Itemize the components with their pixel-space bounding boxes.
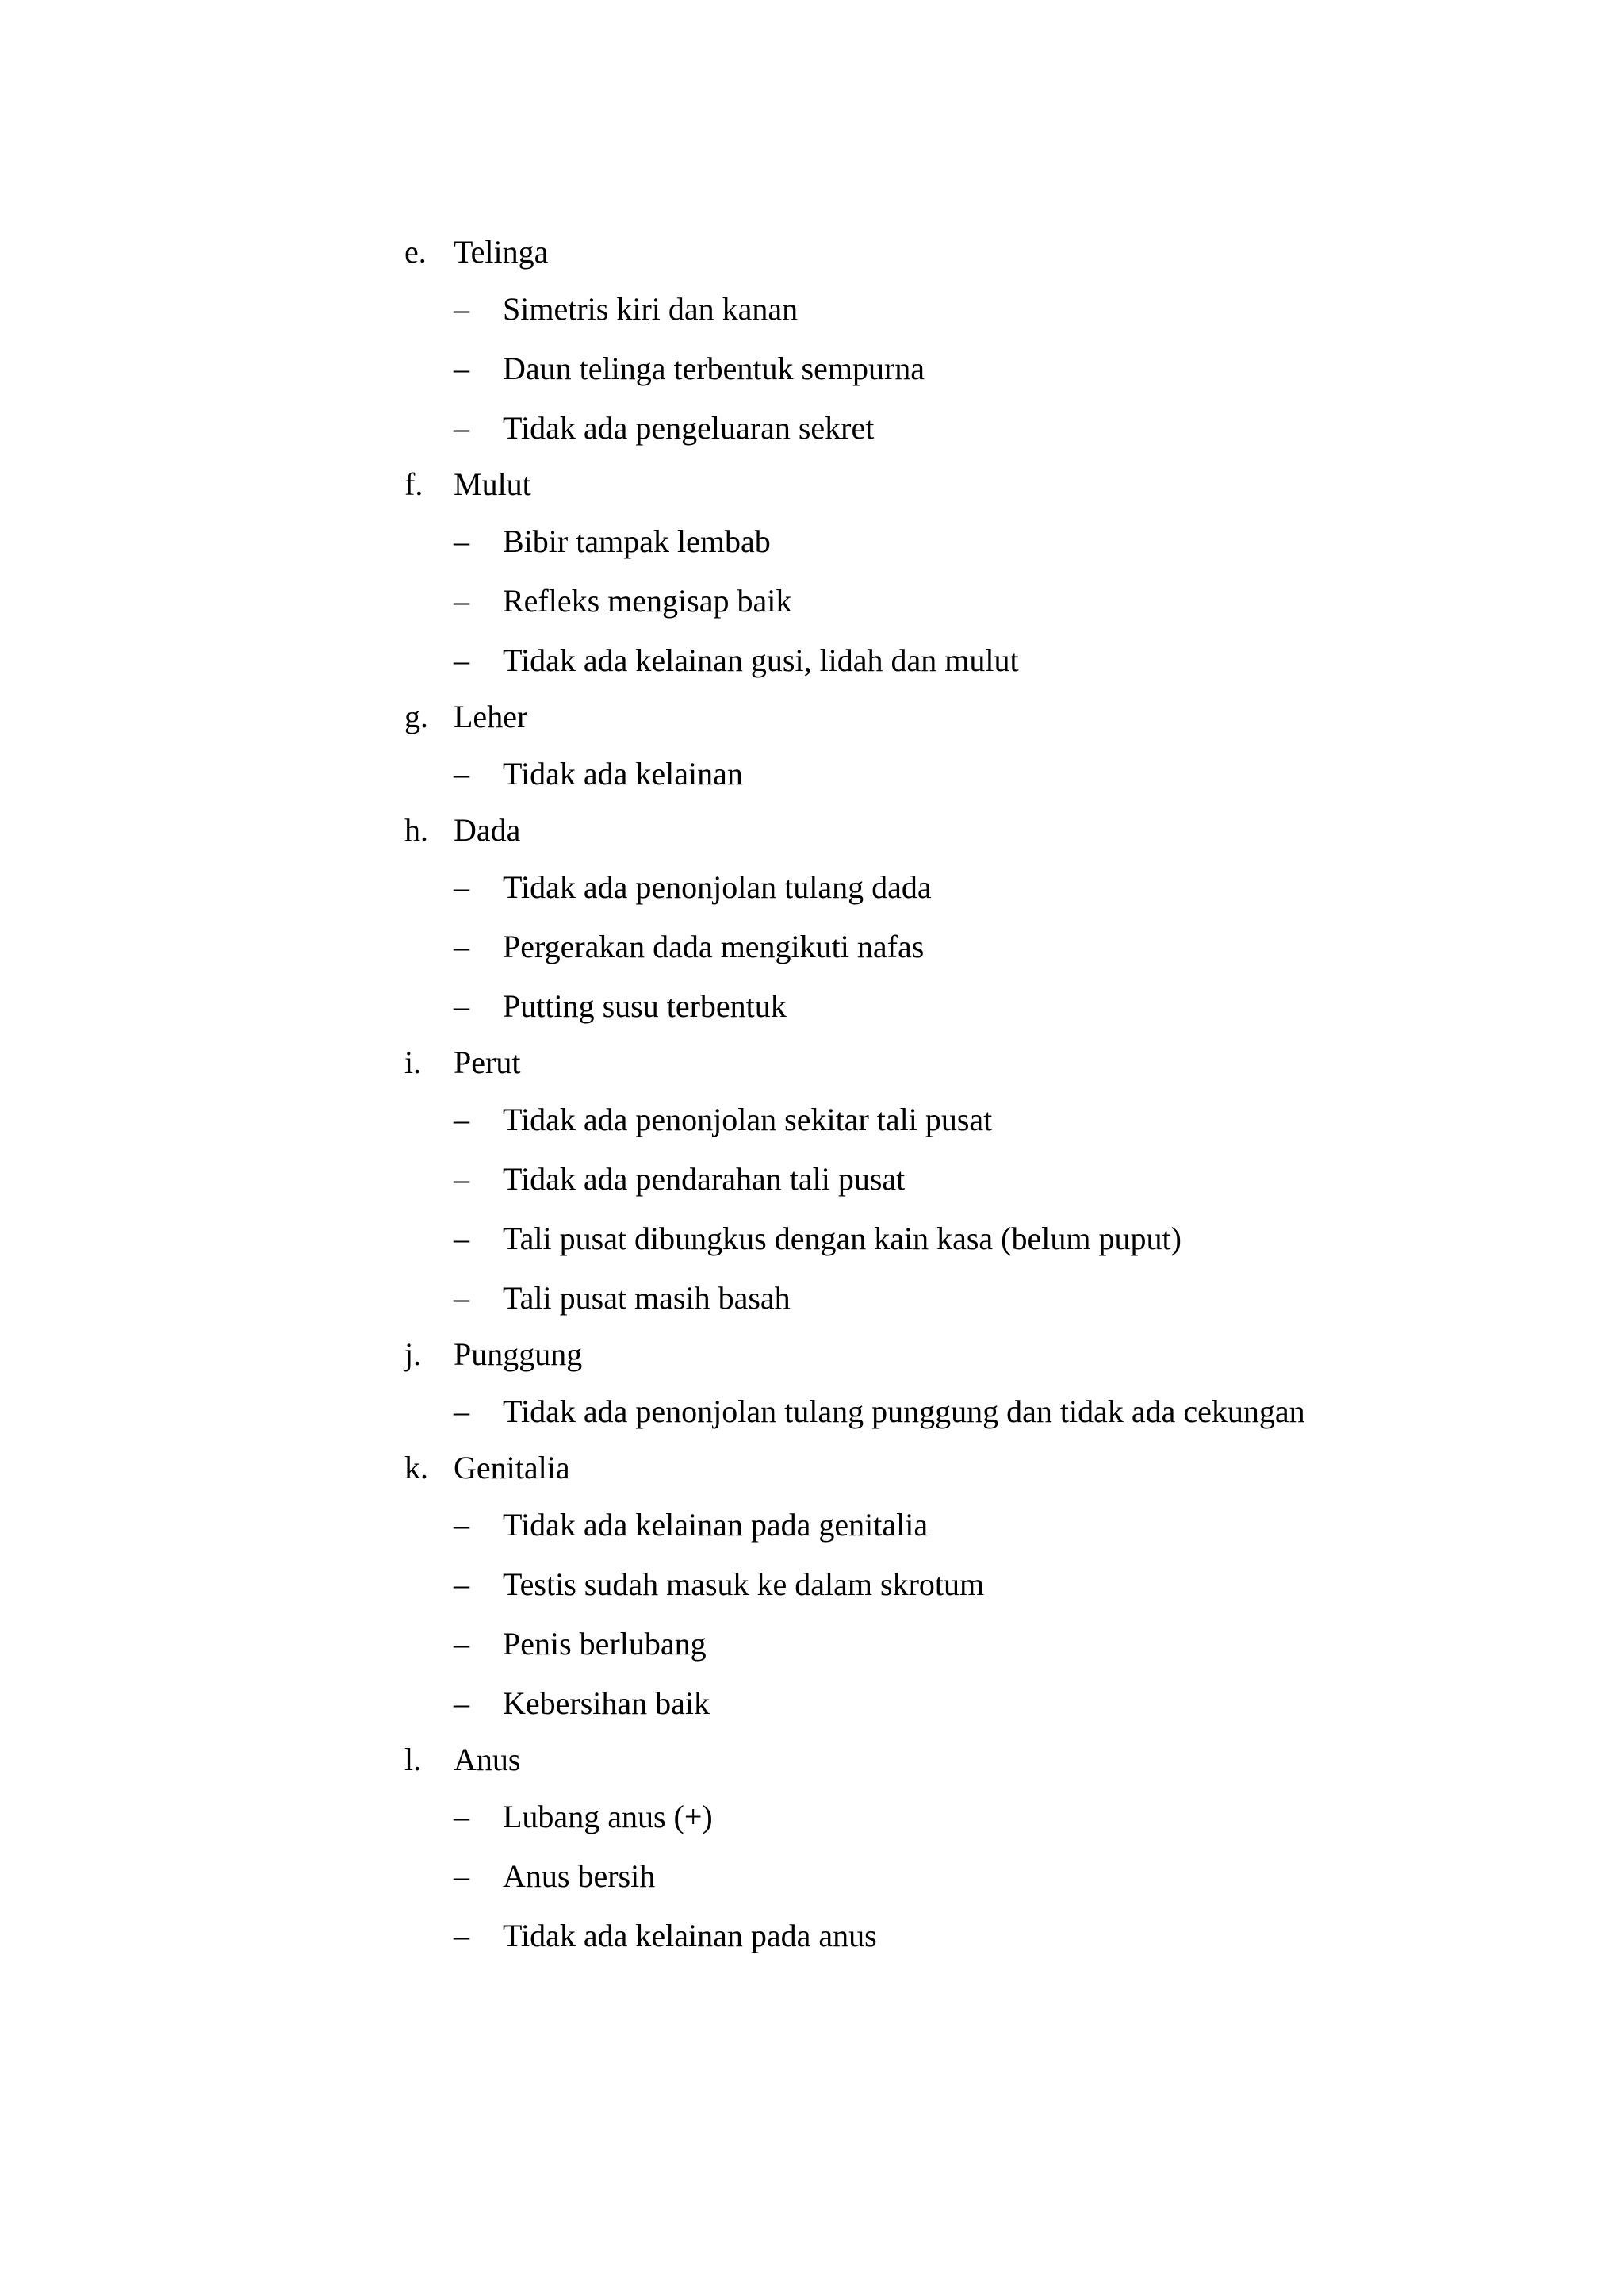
dash-bullet: – [454,929,469,964]
list-item-text: Tidak ada pengeluaran sekret [503,410,875,446]
section-title: Perut [454,1045,521,1080]
list-item-text: Refleks mengisap baik [503,583,792,619]
list-item-text: Tali pusat dibungkus dengan kain kasa (belum puput) [503,1221,1182,1256]
dash-bullet: – [454,1858,469,1894]
list-item-text: Anus bersih [503,1858,656,1894]
dash-bullet: – [454,1685,469,1721]
dash-bullet: – [454,756,469,792]
dash-bullet: – [454,869,469,905]
dash-bullet: – [454,1626,469,1662]
dash-bullet: – [454,1161,469,1197]
list-item-text: Bibir tampak lembab [503,523,771,559]
list-item-text: Tidak ada kelainan pada anus [503,1918,877,1953]
dash-bullet: – [454,351,469,386]
dash-bullet: – [454,410,469,446]
dash-bullet: – [454,523,469,559]
dash-bullet: – [454,583,469,619]
dash-bullet: – [454,1221,469,1256]
list-item-text: Putting susu terbentuk [503,988,787,1024]
section-marker: j. [404,1336,422,1372]
list-item-text: Tali pusat masih basah [503,1280,791,1316]
section-marker: l. [404,1742,422,1777]
section-marker: i. [404,1045,422,1080]
list-item-text: Tidak ada penonjolan tulang punggung dan tidak ada cekungan [503,1393,1305,1429]
section-marker: e. [404,234,427,270]
section-marker: k. [404,1450,428,1485]
dash-bullet: – [454,1393,469,1429]
list-item-text: Tidak ada kelainan gusi, lidah dan mulut [503,642,1019,678]
list-item-text: Simetris kiri dan kanan [503,291,799,327]
section-title: Mulut [454,466,531,502]
section-marker: h. [404,812,428,848]
list-item-text: Tidak ada penonjolan tulang dada [503,869,932,905]
dash-bullet: – [454,642,469,678]
section-title: Leher [454,699,528,734]
dash-bullet: – [454,1507,469,1543]
section-title: Punggung [454,1336,583,1372]
list-item-text: Lubang anus (+) [503,1799,713,1834]
list-item-text: Daun telinga terbentuk sempurna [503,351,925,386]
list-item-text: Tidak ada kelainan pada genitalia [503,1507,929,1543]
dash-bullet: – [454,1102,469,1137]
list-item-text: Tidak ada pendarahan tali pusat [503,1161,906,1197]
section-marker: g. [404,699,428,734]
list-item-text: Testis sudah masuk ke dalam skrotum [503,1566,985,1602]
dash-bullet: – [454,1280,469,1316]
list-item-text: Tidak ada penonjolan sekitar tali pusat [503,1102,993,1137]
section-title: Anus [454,1742,521,1777]
list-item-text: Tidak ada kelainan [503,756,743,792]
dash-bullet: – [454,291,469,327]
list-item-text: Pergerakan dada mengikuti nafas [503,929,925,964]
section-title: Dada [454,812,521,848]
section-marker: f. [404,466,423,502]
list-item-text: Kebersihan baik [503,1685,710,1721]
section-title: Genitalia [454,1450,570,1485]
dash-bullet: – [454,1918,469,1953]
list-item-text: Penis berlubang [503,1626,707,1662]
dash-bullet: – [454,1799,469,1834]
dash-bullet: – [454,1566,469,1602]
section-title: Telinga [454,234,549,270]
dash-bullet: – [454,988,469,1024]
